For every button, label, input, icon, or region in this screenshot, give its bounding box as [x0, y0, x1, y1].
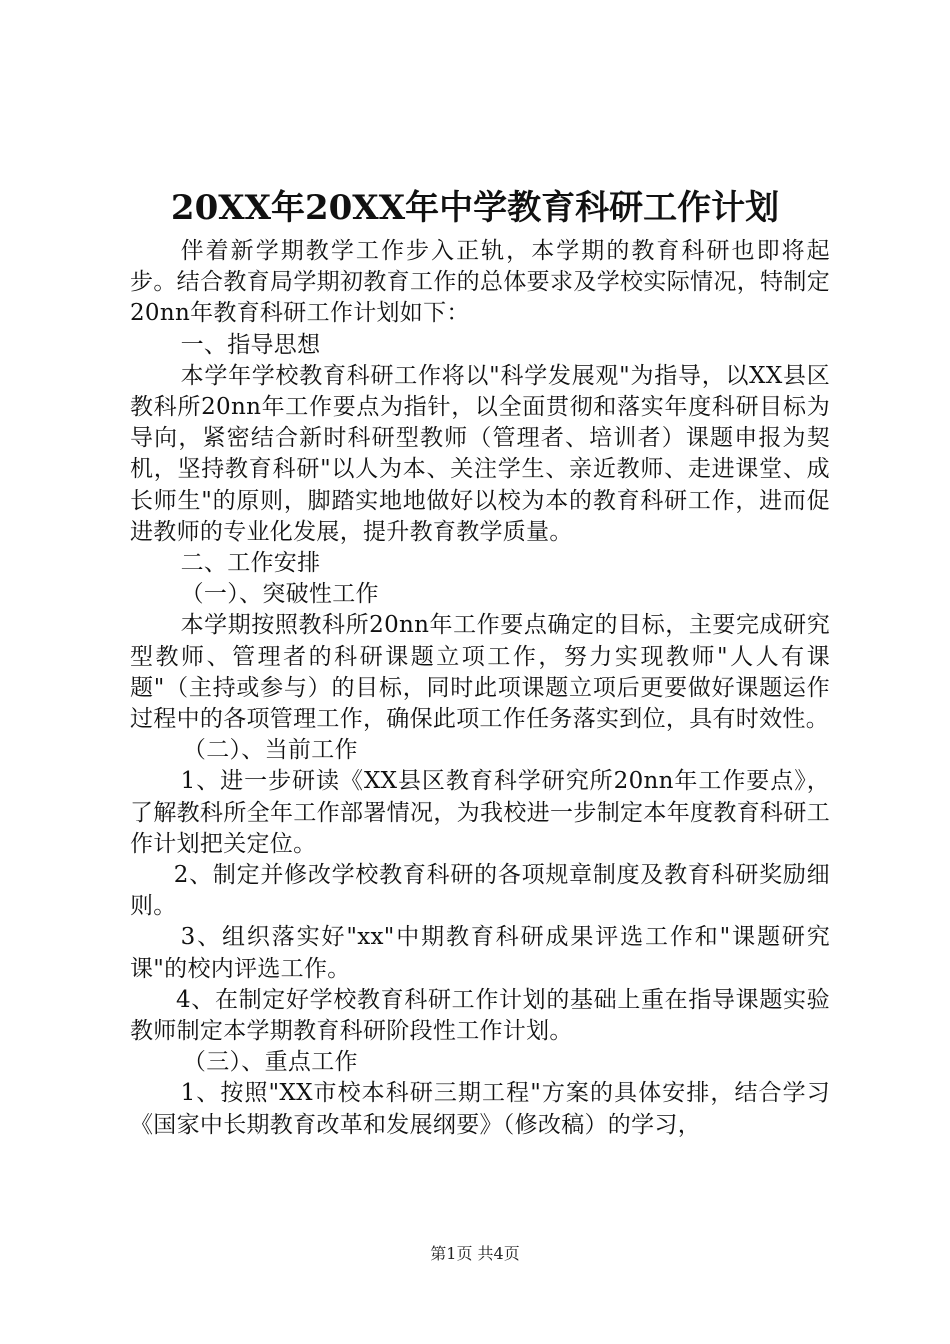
section-heading-work-arrangement: 二、工作安排 — [180, 550, 321, 577]
current-work-item-1: 1、进一步研读《XX县区教育科学研究所20nn年工作要点》，了解教科所全年工作部署情况，为我校进一步制定本年度教育科研工作计划把关定位。 — [130, 768, 830, 857]
page-number-footer: 第1页 共4页 — [430, 1244, 520, 1263]
subsection-heading-breakthrough: （一）、突破性工作 — [180, 581, 379, 608]
current-work-item-2: 2、制定并修改学校教育科研的各项规章制度及教育科研奖励细则。 — [130, 862, 830, 920]
document-body — [130, 236, 830, 1141]
breakthrough-paragraph: 本学期按照教科所20nn年工作要点确定的目标，主要完成研究型教师、管理者的科研课题立项工作，努力实现教师"人人有课题"（主持或参与）的目标，同时此项课题立项后更要做好课题运作过程中的各项管理工作，确保此项工作任务落实到位，具有时效性。 — [130, 612, 830, 733]
subsection-heading-current-work: （二）、当前工作 — [182, 737, 358, 764]
section-heading-guiding-thought: 一、指导思想 — [180, 331, 321, 358]
intro-paragraph: 伴着新学期教学工作步入正轨，本学期的教育科研也即将起步。结合教育局学期初教育工作的总体要求及学校实际情况，特制定20nn年教育科研工作计划如下： — [130, 238, 830, 327]
subsection-heading-key-work: （三）、重点工作 — [182, 1049, 358, 1076]
document-title: 20XX年20XX年中学教育科研工作计划 — [170, 188, 780, 228]
current-work-item-4: 4、在制定好学校教育科研工作计划的基础上重在指导课题实验教师制定本学期教育科研阶段性工作计划。 — [130, 986, 830, 1045]
current-work-item-3: 3、组织落实好"xx"中期教育科研成果评选工作和"课题研究课"的校内评选工作。 — [130, 924, 830, 982]
guiding-thought-paragraph: 本学年学校教育科研工作将以"科学发展观"为指导，以XX县区教科所20nn年工作要点为指针，以全面贯彻和落实年度科研目标为导向，紧密结合新时科研型教师（管理者、培训者）课题申报为契机，坚持教育科研"以人为本、关注学生、亲近教师、走进课堂、成长师生"的原则，脚踏实地地做好以校为本的教育科研工作，进而促进教师的专业化发展，提升教育教学质量。 — [130, 362, 830, 545]
key-work-item-1: 1、按照"XX市校本科研三期工程"方案的具体安排，结合学习《国家中长期教育改革和发展纲要》（修改稿）的学习， — [130, 1080, 830, 1138]
